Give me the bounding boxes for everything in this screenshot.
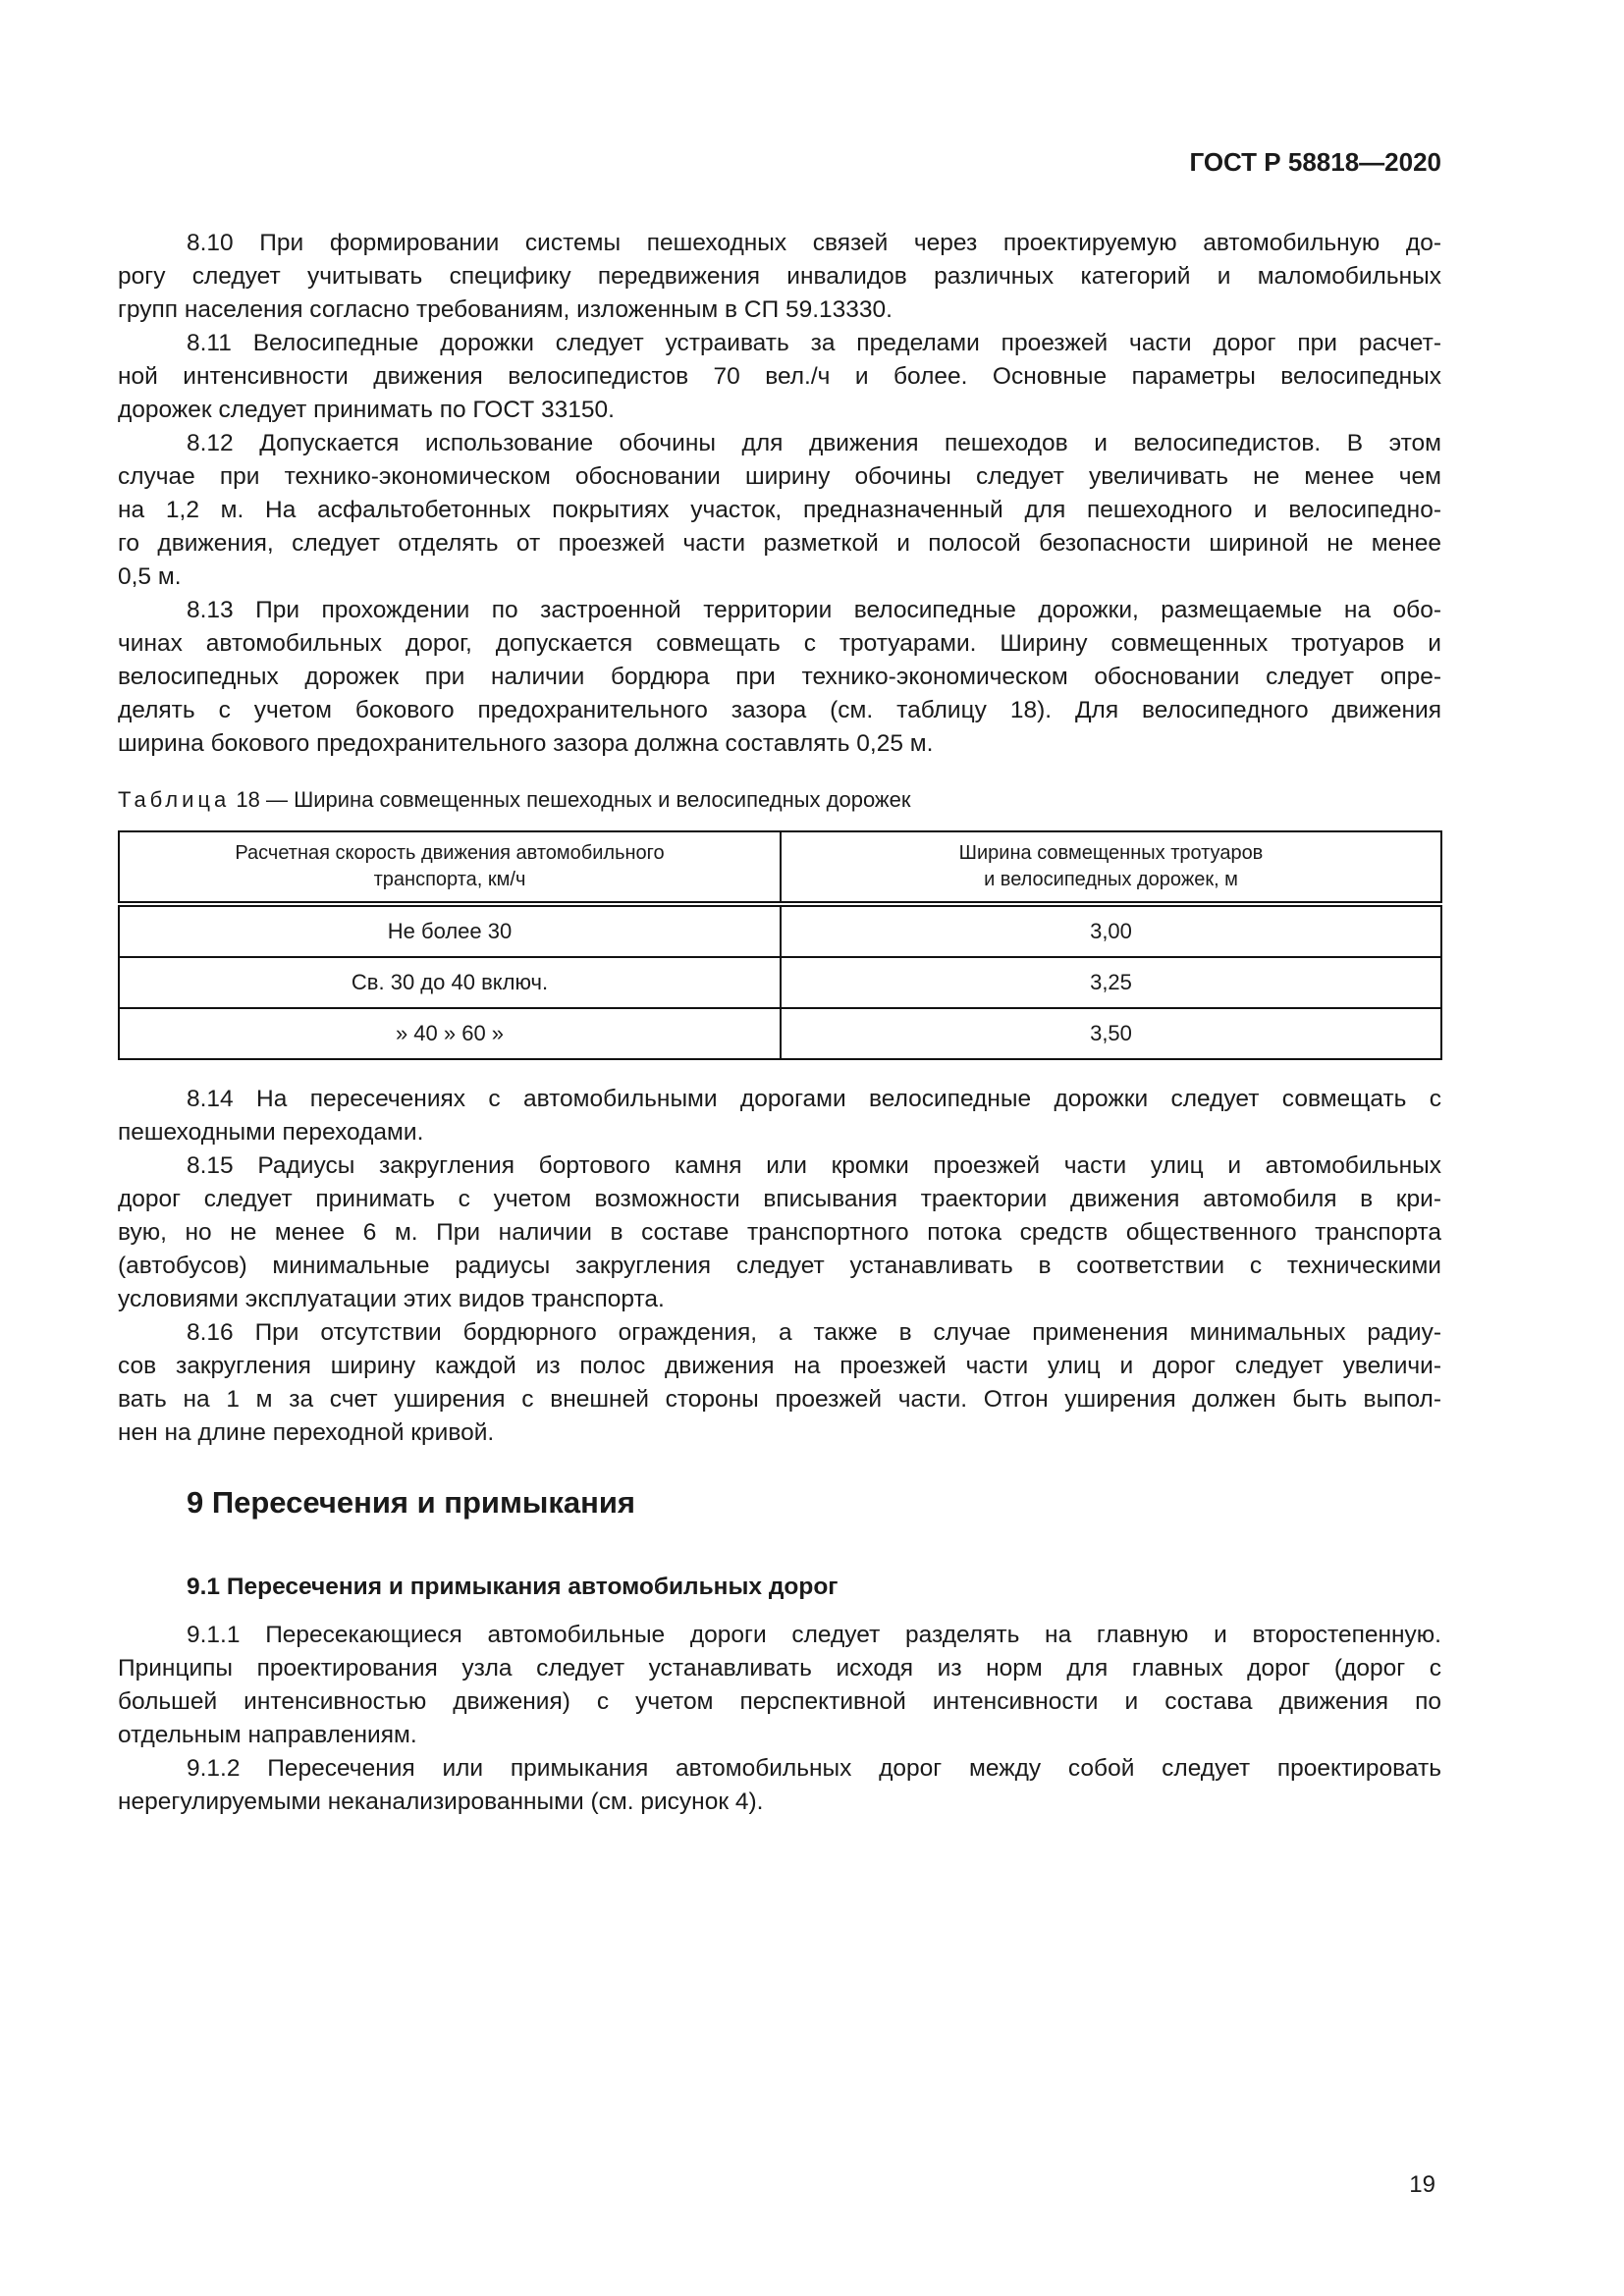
paragraph-line: ширина бокового предохранительного зазора должна составлять 0,25 м.: [118, 730, 934, 757]
paragraph: [118, 1752, 1441, 1819]
paragraph-line: нерегулируемыми неканализированными (см. рисунок 4).: [118, 1789, 764, 1815]
subsection-heading: 9.1 Пересечения и примыкания автомобильных дорог: [187, 1574, 839, 1600]
paragraph-line: 8.16 При отсутствии бордюрного ограждения, а также в случае применения минимальных радиу-: [187, 1319, 1441, 1346]
paragraph-line: го движения, следует отделять от проезжей части разметкой и полосой безопасности шириной не менее: [118, 530, 1441, 557]
table-row: [119, 957, 1441, 1008]
cell-speed: Не более 30: [119, 904, 781, 957]
paragraph-line: 0,5 м.: [118, 563, 182, 590]
paragraphs-8-14-to-8-16: [118, 1083, 1441, 1450]
paragraph: [118, 594, 1441, 761]
header-line: и велосипедных дорожек, м: [984, 869, 1238, 890]
paragraph: [118, 427, 1441, 594]
header-speed: [119, 831, 781, 904]
table-caption-label: Таблица: [118, 787, 231, 812]
table-header-row: [119, 831, 1441, 904]
cell-speed: » 40 » 60 »: [119, 1008, 781, 1059]
paragraph-line: сов закругления ширину каждой из полос движения на проезжей части улиц и дорог следует увеличи-: [118, 1353, 1441, 1379]
paragraph-line: случае при технико-экономическом обосновании ширину обочины следует увеличивать не менее чем: [118, 463, 1441, 490]
paragraph-line: дорожек следует принимать по ГОСТ 33150.: [118, 397, 615, 423]
paragraph-line: условиями эксплуатации этих видов транспорта.: [118, 1286, 665, 1312]
paragraph-line: 9.1.1 Пересекающиеся автомобильные дороги следует разделять на главную и второстепенную.: [187, 1622, 1441, 1648]
paragraph-line: дорог следует принимать с учетом возможности вписывания траектории движения автомобиля в кри-: [118, 1186, 1441, 1212]
paragraph-line: 8.15 Радиусы закругления бортового камня или кромки проезжей части улиц и автомобильных: [187, 1152, 1441, 1179]
paragraph-line: 8.12 Допускается использование обочины для движения пешеходов и велосипедистов. В этом: [187, 430, 1441, 456]
cell-width: 3,00: [781, 904, 1441, 957]
paragraph-line: групп населения согласно требованиям, изложенным в СП 59.13330.: [118, 296, 893, 323]
header-line: Ширина совмещенных тротуаров: [958, 842, 1264, 864]
paragraph-line: 8.13 При прохождении по застроенной территории велосипедные дорожки, размещаемые на обо-: [187, 597, 1441, 623]
table-row: [119, 904, 1441, 957]
header-line: транспорта, км/ч: [373, 869, 526, 890]
paragraph-line: на 1,2 м. На асфальтобетонных покрытиях участок, предназначенный для пешеходного и велосипедно-: [118, 497, 1441, 523]
paragraph-line: вую, но не менее 6 м. При наличии в составе транспортного потока средств общественного транспорта: [118, 1219, 1441, 1246]
paragraph: [118, 227, 1441, 327]
table-row: [119, 1008, 1441, 1059]
paragraph-line: (автобусов) минимальные радиусы закругления следует устанавливать в соответствии с техническими: [118, 1253, 1441, 1279]
paragraph-line: ной интенсивности движения велосипедистов 70 вел./ч и более. Основные параметры велосипедных: [118, 363, 1441, 390]
table-18: [118, 830, 1442, 1060]
paragraph-line: большей интенсивностью движения) с учетом перспективной интенсивности и состава движения по: [118, 1688, 1441, 1715]
header-width: [781, 831, 1441, 904]
paragraph-line: 8.14 На пересечениях с автомобильными дорогами велосипедные дорожки следует совмещать с: [187, 1086, 1441, 1112]
paragraphs-9-1-1-to-9-1-2: [118, 1619, 1441, 1819]
paragraph: [118, 1619, 1441, 1752]
table-caption: [118, 787, 911, 813]
header-line: Расчетная скорость движения автомобильного: [235, 842, 665, 864]
paragraph-line: Принципы проектирования узла следует устанавливать исходя из норм для главных дорог (дорог с: [118, 1655, 1441, 1682]
paragraph: [118, 1149, 1441, 1316]
paragraph-line: 9.1.2 Пересечения или примыкания автомобильных дорог между собой следует проектировать: [187, 1755, 1441, 1782]
paragraph-line: чинах автомобильных дорог, допускается совмещать с тротуарами. Ширину совмещенных тротуаров и: [118, 630, 1441, 657]
paragraphs-8-10-to-8-13: [118, 227, 1441, 761]
paragraph-line: вать на 1 м за счет уширения с внешней стороны проезжей части. Отгон уширения должен быть выпол-: [118, 1386, 1441, 1413]
cell-width: 3,25: [781, 957, 1441, 1008]
cell-width: 3,50: [781, 1008, 1441, 1059]
paragraph: [118, 327, 1441, 427]
paragraph-line: 8.11 Велосипедные дорожки следует устраивать за пределами проезжей части дорог при расчет-: [187, 330, 1441, 356]
paragraph-line: 8.10 При формировании системы пешеходных связей через проектируемую автомобильную до-: [187, 230, 1441, 256]
cell-speed: Св. 30 до 40 включ.: [119, 957, 781, 1008]
page-number: 19: [1409, 2171, 1435, 2198]
paragraph-line: нен на длине переходной кривой.: [118, 1419, 495, 1446]
paragraph-line: рогу следует учитывать специфику передвижения инвалидов различных категорий и маломобильных: [118, 263, 1441, 290]
paragraph-line: делять с учетом бокового предохранительного зазора (см. таблицу 18). Для велосипедного движения: [118, 697, 1441, 723]
paragraph-line: велосипедных дорожек при наличии бордюра при технико-экономическом обосновании следует опре-: [118, 664, 1441, 690]
paragraph-line: отдельным направлениям.: [118, 1722, 417, 1748]
section-heading: 9 Пересечения и примыкания: [187, 1485, 635, 1520]
table-caption-text: 18 — Ширина совмещенных пешеходных и велосипедных дорожек: [230, 787, 911, 812]
paragraph: [118, 1316, 1441, 1450]
paragraph: [118, 1083, 1441, 1149]
document-id-header: ГОСТ Р 58818—2020: [1189, 147, 1441, 177]
paragraph-line: пешеходными переходами.: [118, 1119, 424, 1146]
